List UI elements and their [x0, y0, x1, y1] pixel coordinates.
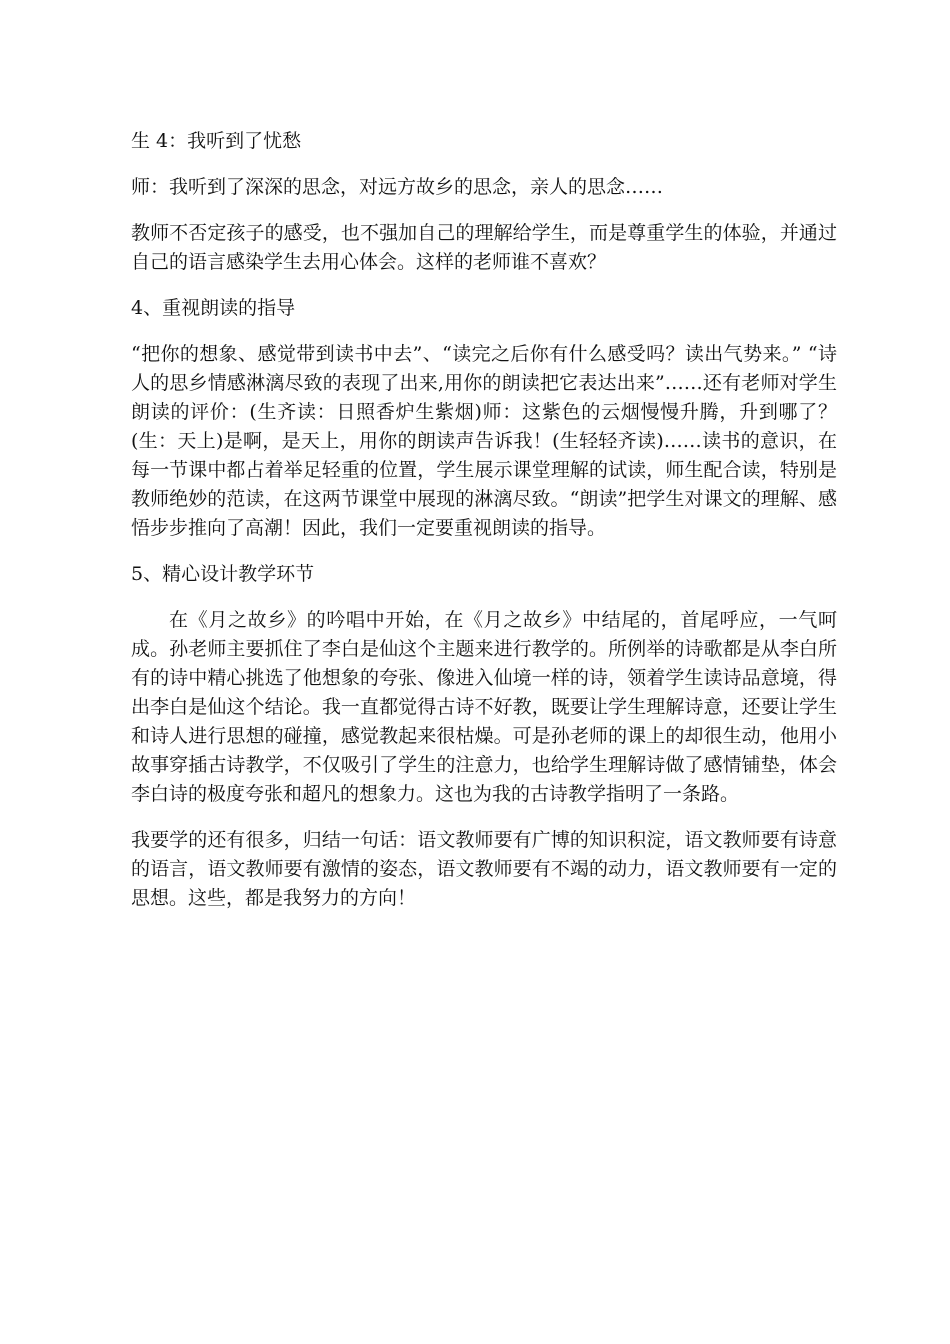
paragraph-teaching-design: 在《月之故乡》的吟唱中开始，在《月之故乡》中结尾的，首尾呼应，一气呵成。孙老师主要抓住了李白是仙这个主题来进行教学的。所例举的诗歌都是从李白所有的诗中精心挑选了他想象的夸张、像进入仙境一样的诗，领着学生读诗品意境，得出李白是仙这个结论。我一直都觉得古诗不好教，既要让学生理解诗意，还要让学生和诗人进行思想的碰撞，感觉教起来很枯燥。可是孙老师的课上的却很生动，他用小故事穿插古诗教学，不仅吸引了学生的注意力，也给学生理解诗做了感情铺垫，体会李白诗的极度夸张和超凡的想象力。这也为我的古诗教学指明了一条路。	[131, 609, 837, 805]
paragraph-teacher-respect: 教师不否定孩子的感受，也不强加自己的理解给学生，而是尊重学生的体验，并通过自己的语言感染学生去用心体会。这样的老师谁不喜欢？	[131, 222, 837, 273]
paragraph-student-4: 生 4：我听到了忧愁	[131, 130, 302, 152]
paragraph-teacher-reply: 师：我听到了深深的思念，对远方故乡的思念，亲人的思念……	[131, 176, 664, 198]
paragraph-reading-guidance: “把你的想象、感觉带到读书中去”、“读完之后你有什么感受吗？读出气势来。” “诗人的思乡情感淋漓尽致的表现了出来,用你的朗读把它表达出来”……还有老师对学生朗读的评价：(生齐读：日照香炉生紫烟)师：这紫色的云烟慢慢升腾，升到哪了？(生：天上)是啊，是天上，用你的朗读声告诉我！(生轻轻齐读)……读书的意识，在每一节课中都占着举足轻重的位置，学生展示课堂理解的试读，师生配合读，特别是教师绝妙的范读，在这两节课堂中展现的淋漓尽致。“朗读”把学生对课文的理解、感悟步步推向了高潮！因此，我们一定要重视朗读的指导。	[131, 343, 837, 539]
document-body	[131, 127, 837, 930]
section-heading-reading: 4、重视朗读的指导	[131, 297, 296, 319]
paragraph-conclusion: 我要学的还有很多，归结一句话：语文教师要有广博的知识积淀，语文教师要有诗意的语言，语文教师要有激情的姿态，语文教师要有不竭的动力，语文教师要有一定的思想。这些，都是我努力的方向！	[131, 829, 837, 909]
section-heading-design: 5、精心设计教学环节	[131, 563, 315, 585]
